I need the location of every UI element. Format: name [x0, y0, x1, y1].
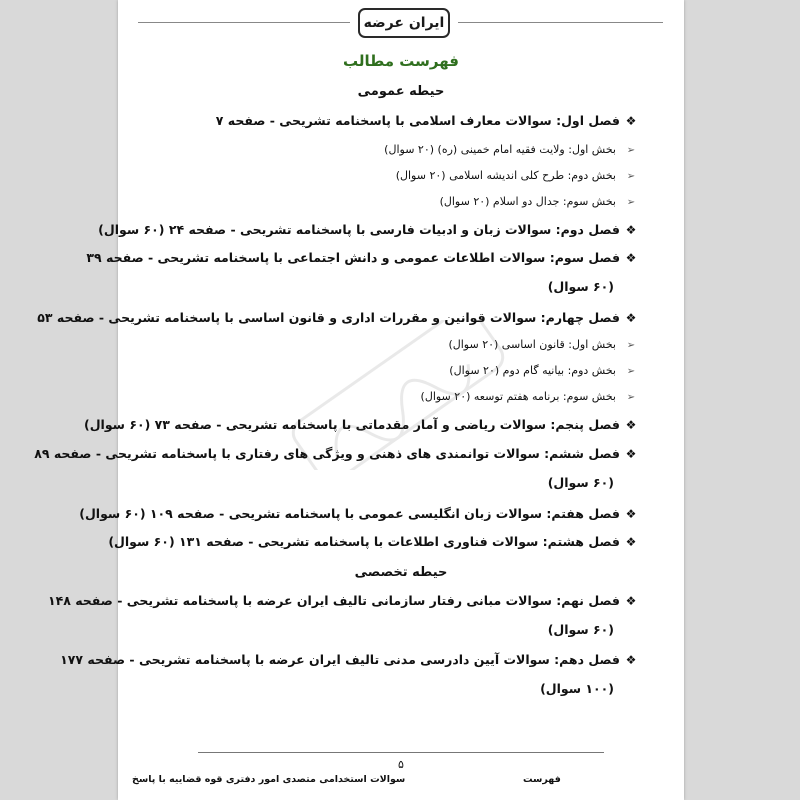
toc-chapter-3[interactable]: ❖فصل سوم: سوالات اطلاعات عمومی و دانش اجتماعی با پاسخنامه تشریحی - صفحه ۳۹ — [172, 250, 642, 265]
page-title: فهرست مطالب — [343, 52, 459, 70]
toc-subsection[interactable]: ➢بخش اول: قانون اساسی (۲۰ سوال) — [172, 338, 642, 351]
brand-logo — [358, 8, 450, 38]
toc-chapter-9-continued: (۶۰ سوال) — [547, 622, 614, 637]
arrow-bullet-icon: ➢ — [626, 340, 636, 351]
toc-chapter-8[interactable]: ❖فصل هشتم: سوالات فناوری اطلاعات با پاسخنامه تشریحی - صفحه ۱۳۱ (۶۰ سوال) — [172, 534, 642, 549]
toc-chapter-1[interactable]: ❖فصل اول: سوالات معارف اسلامی با پاسخنامه تشریحی - صفحه ۷ — [172, 113, 642, 128]
arrow-bullet-icon: ➢ — [626, 366, 636, 377]
footer-book-title: سوالات استخدامی متصدی امور دفتری قوه قضاییه با پاسخ — [132, 774, 406, 785]
toc-subsection[interactable]: ➢بخش سوم: برنامه هفتم توسعه (۲۰ سوال) — [172, 390, 642, 403]
diamond-bullet-icon: ❖ — [625, 594, 637, 608]
header-rule-left — [138, 22, 350, 23]
toc-chapter-2[interactable]: ❖فصل دوم: سوالات زبان و ادبیات فارسی با پاسخنامه تشریحی - صفحه ۲۴ (۶۰ سوال) — [172, 222, 642, 237]
toc-chapter-10[interactable]: ❖فصل دهم: سوالات آیین دادرسی مدنی تالیف ایران عرضه با پاسخنامه تشریحی - صفحه ۱۷۷ — [172, 652, 642, 667]
arrow-bullet-icon: ➢ — [626, 392, 636, 403]
diamond-bullet-icon: ❖ — [625, 251, 637, 265]
page-number: ۵ — [398, 758, 404, 771]
arrow-bullet-icon: ➢ — [626, 145, 636, 156]
diamond-bullet-icon: ❖ — [625, 114, 637, 128]
toc-chapter-9[interactable]: ❖فصل نهم: سوالات مبانی رفتار سازمانی تالیف ایران عرضه با پاسخنامه تشریحی - صفحه ۱۴۸ — [172, 593, 642, 608]
diamond-bullet-icon: ❖ — [625, 311, 637, 325]
brand-logo-text: ایران عرضه — [363, 15, 445, 31]
toc-subsection[interactable]: ➢بخش اول: ولایت فقیه امام خمینی (ره) (۲۰ سوال) — [172, 143, 642, 156]
toc-chapter-6[interactable]: ❖فصل ششم: سوالات توانمندی های ذهنی و ویژگی های رفتاری با پاسخنامه تشریحی - صفحه ۸۹ — [172, 446, 642, 461]
arrow-bullet-icon: ➢ — [626, 197, 636, 208]
diamond-bullet-icon: ❖ — [625, 535, 637, 549]
toc-chapter-4[interactable]: ❖فصل چهارم: سوالات قوانین و مقررات اداری و قانون اساسی با پاسخنامه تشریحی - صفحه ۵۳ — [172, 310, 642, 325]
arrow-bullet-icon: ➢ — [626, 171, 636, 182]
section-heading-specialized: حیطه تخصصی — [354, 565, 448, 580]
diamond-bullet-icon: ❖ — [625, 418, 637, 432]
toc-subsection[interactable]: ➢بخش دوم: طرح کلی اندیشه اسلامی (۲۰ سوال) — [172, 169, 642, 182]
diamond-bullet-icon: ❖ — [625, 507, 637, 521]
toc-chapter-7[interactable]: ❖فصل هفتم: سوالات زبان انگلیسی عمومی با پاسخنامه تشریحی - صفحه ۱۰۹ (۶۰ سوال) — [172, 506, 642, 521]
toc-chapter-6-continued: (۶۰ سوال) — [547, 475, 614, 490]
toc-chapter-3-continued: (۶۰ سوال) — [547, 279, 614, 294]
toc-chapter-5[interactable]: ❖فصل پنجم: سوالات ریاضی و آمار مقدماتی با پاسخنامه تشریحی - صفحه ۷۳ (۶۰ سوال) — [172, 417, 642, 432]
toc-subsection[interactable]: ➢بخش دوم: بیانیه گام دوم (۲۰ سوال) — [172, 364, 642, 377]
section-heading-general: حیطه عمومی — [357, 84, 445, 99]
diamond-bullet-icon: ❖ — [625, 447, 637, 461]
toc-subsection[interactable]: ➢بخش سوم: جدال دو اسلام (۲۰ سوال) — [172, 195, 642, 208]
footer-section-name: فهرست — [523, 774, 561, 785]
toc-chapter-10-continued: (۱۰۰ سوال) — [540, 681, 614, 696]
document-page — [34, 0, 684, 800]
footer-rule — [198, 752, 604, 753]
header-rule-right — [458, 22, 663, 23]
diamond-bullet-icon: ❖ — [625, 653, 637, 667]
diamond-bullet-icon: ❖ — [625, 223, 637, 237]
